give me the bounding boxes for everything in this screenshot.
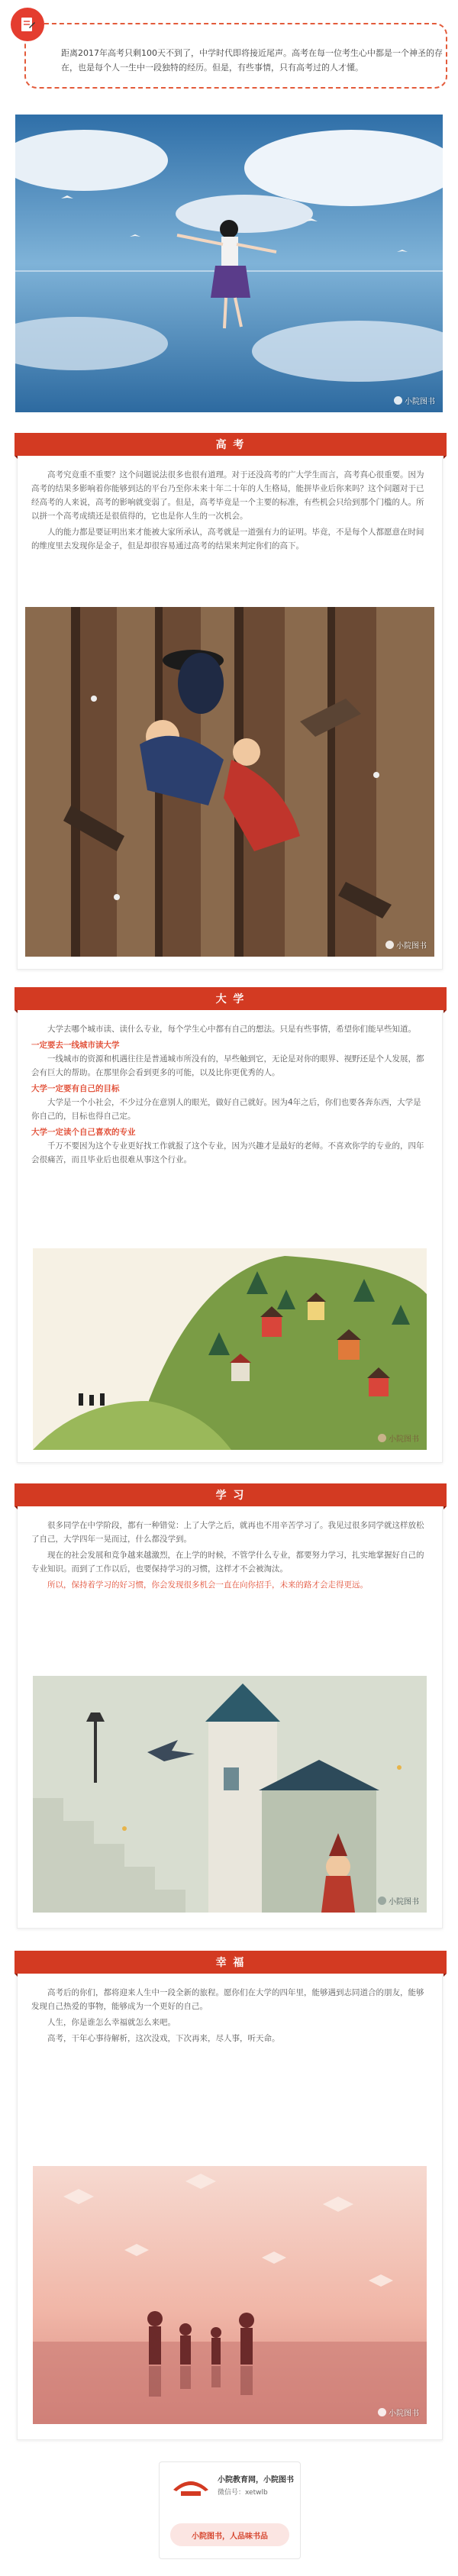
subheading: 大学一定读个自己喜欢的专业 [31,1128,136,1137]
section-card-study [17,1484,443,1929]
watermark-text: 小院图书 [389,1898,419,1906]
section-title: 学 习 [215,1490,246,1502]
section-title: 大 学 [215,993,246,1006]
paragraph: 人生，你是谁怎么幸福就怎么来吧。 [47,2018,176,2027]
watermark-text: 小院图书 [389,2410,419,2418]
section-card-happiness [17,1951,443,2440]
section-card-gaokao [17,434,443,970]
intro-section [11,8,447,90]
logo [170,2473,211,2503]
paragraph: 大学去哪个城市读、读什么专业，每个学生心中都有自己的想法。只是有些事情，希望你们能早些知道。 [47,1025,416,1034]
intro-text: 距离2017年高考只剩100天不到了，中学时代即将接近尾声。高考在每一位考生心中都是一个神圣的存在，也是每个人一生中一段独特的经历。但是，有些事情，只有高考过的人才懂。 [61,48,443,73]
section-header [15,987,447,1010]
illustration-hill-town [33,1248,427,1450]
watermark-text: 小院图书 [405,398,435,406]
paragraph: 很多同学在中学阶段，都有一种错觉：上了大学之后，就再也不用辛苦学习了。我见过很多同学就这样放松了自己，大学四年一晃而过，什么都没学到。 [31,1521,424,1544]
slogan-button[interactable]: 小院图书，人品味书品 [170,2523,289,2546]
wechat-icon [378,1896,386,1905]
notebook-icon [11,8,44,41]
paragraph: 高考究竟重不重要？这个问题说法很多也很有道理。对于还没高考的广大学生而言，高考真心很重要。因为高考的结果多影响着你能够到达的平台乃至你未来十年二十年的人生格局，能拼毕业后你来吗？这个问题对于已经高考的人来说，高考的影响就变弱了。但是，高考毕竟是一个主要的标准，有些机会只给到那个门槛的人。所以拼一个高考成绩还是很值得的，它也是你人生的一次机会。 [31,470,424,521]
watermark [378,2407,419,2418]
illustration-castle-stairs [33,1676,427,1913]
paragraph: 大学是一个小社会，不少过分在意别人的眼光，做好自己就好。因为4年之后，你们也要各奔东西，大学是你自己的，目标也得自己定。 [31,1098,421,1121]
footer-wechat-id: 微信号：xetwlb [218,2489,268,2497]
watermark [385,939,427,951]
illustration-girl-on-water [15,115,443,412]
wechat-icon [385,941,394,949]
section-card-university [17,988,443,1463]
emphasis-paragraph: 所以，保持着学习的好习惯，你会发现很多机会一直在向你招手，未来的路才会走得更远。 [47,1580,368,1590]
section-body [31,1986,428,2048]
section-header [15,433,447,456]
intro-box [24,23,447,89]
watermark-text: 小院图书 [389,1435,419,1444]
illustration-flying-children [25,607,434,957]
watermark [378,1895,419,1906]
paragraph: 千万不要因为这个专业更好找工作就报了这个专业，因为兴趣才是最好的老师。不喜欢你学的专业的，四年会很痛苦，而且毕业后也很难从事这个行业。 [31,1141,424,1164]
illustration-family-sunset [33,2166,427,2424]
subheading: 大学一定要有自己的目标 [31,1084,120,1093]
watermark-text: 小院图书 [396,942,427,951]
watermark [378,1432,419,1444]
section-header [15,1951,447,1974]
paragraph: 高考后的你们，都将迎来人生中一段全新的旅程。愿你们在大学的四年里，能够遇到志同道合的朋友，能够发现自己热爱的事物，能够成为一个更好的自己。 [31,1988,424,2011]
paragraph: 人的能力都是要证明出来才能被大家所承认，高考就是一道强有力的证明。毕竟，不是每个人都愿意在时间的维度里去发现你是金子，但是却很容易通过高考的结果来判定你们的高下。 [31,528,424,550]
wechat-icon [394,396,402,405]
footer-brand: 小院教育网，小院图书 [218,2476,294,2484]
subheading: 一定要去一线城市读大学 [31,1041,120,1050]
section-header [15,1483,447,1506]
wechat-icon [378,2408,386,2416]
paragraph: 现在的社会发展和竞争越来越激烈，在上学的时候，不管学什么专业，都要努力学习，扎实地掌握好自己的专业知识。而到了工作以后，也要保持学习的习惯，这样才不会被淘汰。 [31,1551,424,1574]
wechat-icon [378,1434,386,1442]
section-title: 高 考 [215,439,246,451]
section-body [31,468,428,555]
section-title: 幸 福 [215,1957,246,1969]
section-body [31,1519,428,1594]
watermark [394,395,435,406]
paragraph: 高考，干年心事待解析，这次没戏，下次再来，尽人事，听天命。 [47,2034,280,2043]
footer-card [159,2461,301,2559]
paragraph: 一线城市的资源和机遇往往是普通城市所没有的，早些触到它，无论是对你的眼界、视野还是个人发展，都会有巨大的帮助。在那里你会看到更多的可能，以及比你更优秀的人。 [31,1054,424,1077]
section-body [31,1022,428,1169]
